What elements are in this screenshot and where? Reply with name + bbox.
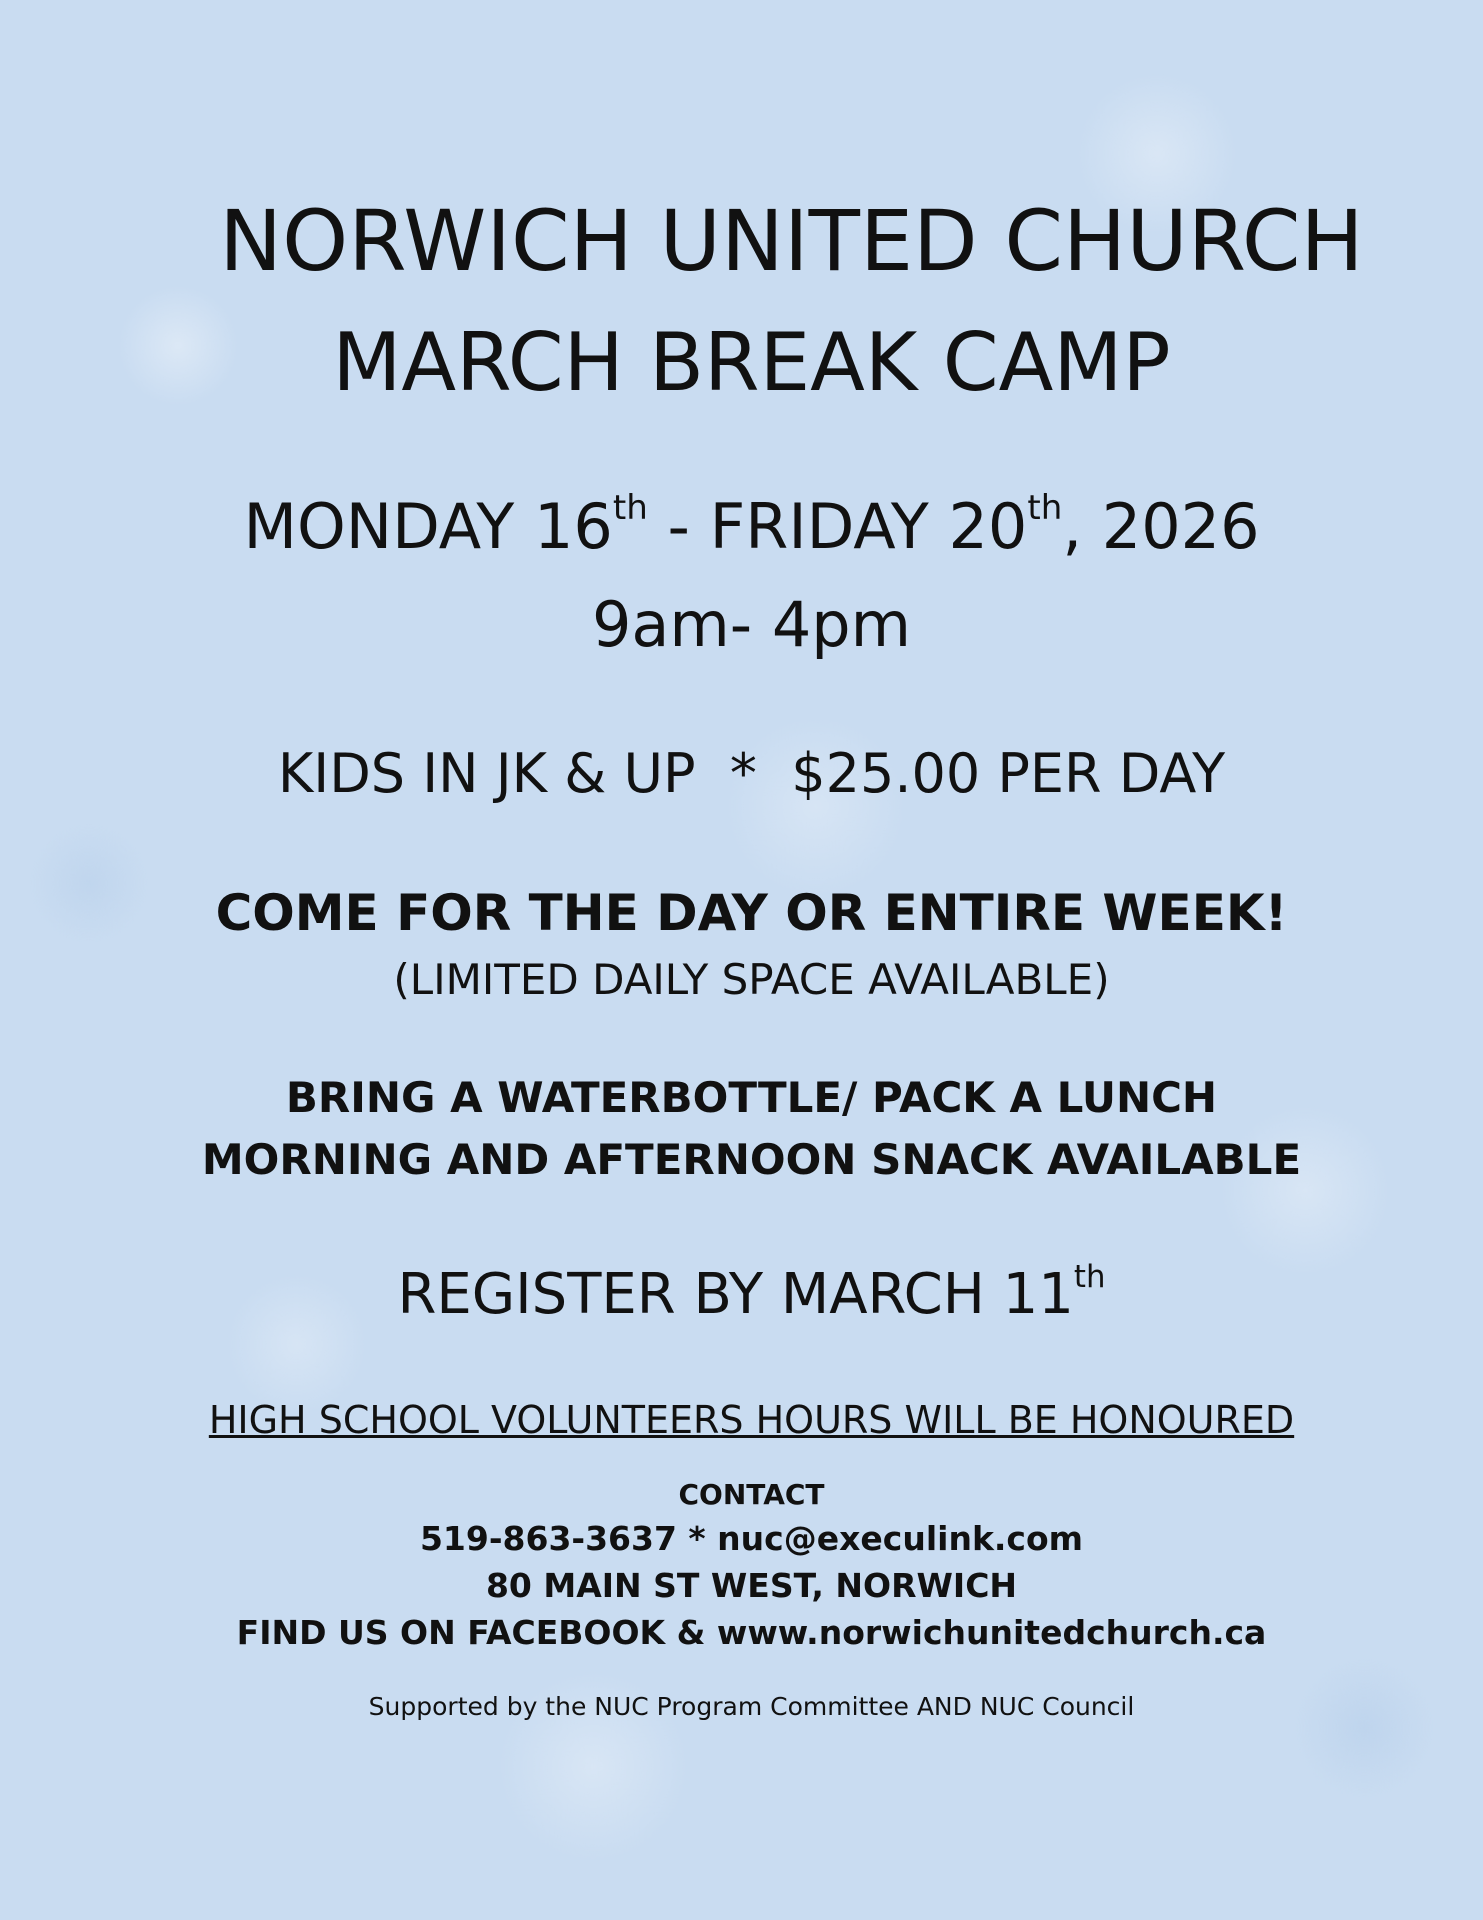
- supported-by-note: Supported by the NUC Program Committee AND NUC Council: [368, 1692, 1135, 1721]
- bring-items-line2: MORNING AND AFTERNOON SNACK AVAILABLE: [201, 1135, 1302, 1184]
- register-text: REGISTER BY MARCH 11: [397, 1262, 1074, 1327]
- contact-phone-email: 519-863-3637 * nuc@execulink.com: [419, 1519, 1084, 1558]
- contact-heading: CONTACT: [678, 1478, 825, 1511]
- attendance-headline: COME FOR THE DAY OR ENTIRE WEEK!: [215, 884, 1288, 942]
- eligibility-and-price: KIDS IN JK & UP * $25.00 PER DAY: [277, 742, 1226, 805]
- start-day-suffix: th: [612, 488, 648, 529]
- contact-address: 80 MAIN ST WEST, NORWICH: [485, 1566, 1018, 1605]
- flyer-title-line1: NORWICH UNITED CHURCH: [219, 192, 1364, 290]
- registration-deadline: [10, 1258, 1483, 1327]
- volunteer-hours-note: HIGH SCHOOL VOLUNTEERS HOURS WILL BE HONOURED: [208, 1398, 1295, 1442]
- bring-items-line1: BRING A WATERBOTTLE/ PACK A LUNCH: [285, 1073, 1218, 1122]
- flyer-title-line2: MARCH BREAK CAMP: [332, 316, 1171, 409]
- end-day: - FRIDAY 20: [647, 490, 1028, 563]
- camp-hours: 9am- 4pm: [591, 588, 912, 661]
- camp-year: , 2026: [1062, 490, 1260, 563]
- contact-online: FIND US ON FACEBOOK & www.norwichunitedchurch.ca: [236, 1613, 1267, 1652]
- limited-space-note: (LIMITED DAILY SPACE AVAILABLE): [393, 955, 1110, 1004]
- start-day: MONDAY 16: [243, 490, 613, 563]
- end-day-suffix: th: [1027, 488, 1063, 529]
- register-suffix: th: [1073, 1258, 1106, 1295]
- camp-dates: [10, 490, 1483, 563]
